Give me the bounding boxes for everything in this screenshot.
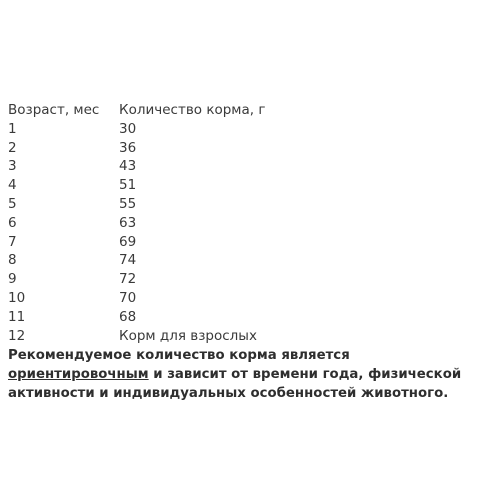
recommendation-note [8,346,494,404]
cell-age: 1 [8,120,17,137]
note-text-before: Рекомендуемое количество корма является [8,348,350,363]
table-row [8,289,265,308]
cell-amount: 51 [119,177,137,194]
table-body [8,120,265,346]
cell-amount: 72 [119,271,137,288]
table-row [8,176,265,195]
note-emphasis: ориентировочным [8,367,149,383]
header-amount: Количество корма, г [119,102,266,118]
table-row [8,195,265,214]
table-row [8,327,265,346]
table-row [8,233,265,252]
cell-age: 11 [8,308,26,325]
cell-amount: 43 [119,158,137,175]
table-row [8,251,265,270]
cell-age: 9 [8,271,17,288]
cell-age: 3 [8,158,17,175]
cell-amount: 70 [119,289,137,306]
cell-amount: 36 [119,139,137,156]
cell-age: 10 [8,289,26,306]
cell-age: 6 [8,214,17,231]
cell-age: 2 [8,139,17,156]
table-row [8,139,265,158]
header-age: Возраст, мес [8,102,100,118]
cell-age: 12 [8,327,26,344]
table-row [8,214,265,233]
note-text-after: и зависит от времени года, физической активности и индивидуальных особенностей животного. [8,367,462,402]
cell-age: 8 [8,252,17,269]
cell-amount: Корм для взрослых [119,327,257,344]
cell-age: 7 [8,233,17,250]
cell-amount: 68 [119,308,137,325]
table-row [8,157,265,176]
cell-amount: 74 [119,252,137,269]
table-row [8,270,265,289]
cell-amount: 30 [119,120,137,137]
feeding-table [8,101,265,345]
cell-amount: 69 [119,233,137,250]
table-header-row [8,101,265,120]
cell-amount: 63 [119,214,137,231]
cell-amount: 55 [119,195,137,212]
cell-age: 4 [8,177,17,194]
table-row [8,120,265,139]
cell-age: 5 [8,195,17,212]
table-row [8,308,265,327]
